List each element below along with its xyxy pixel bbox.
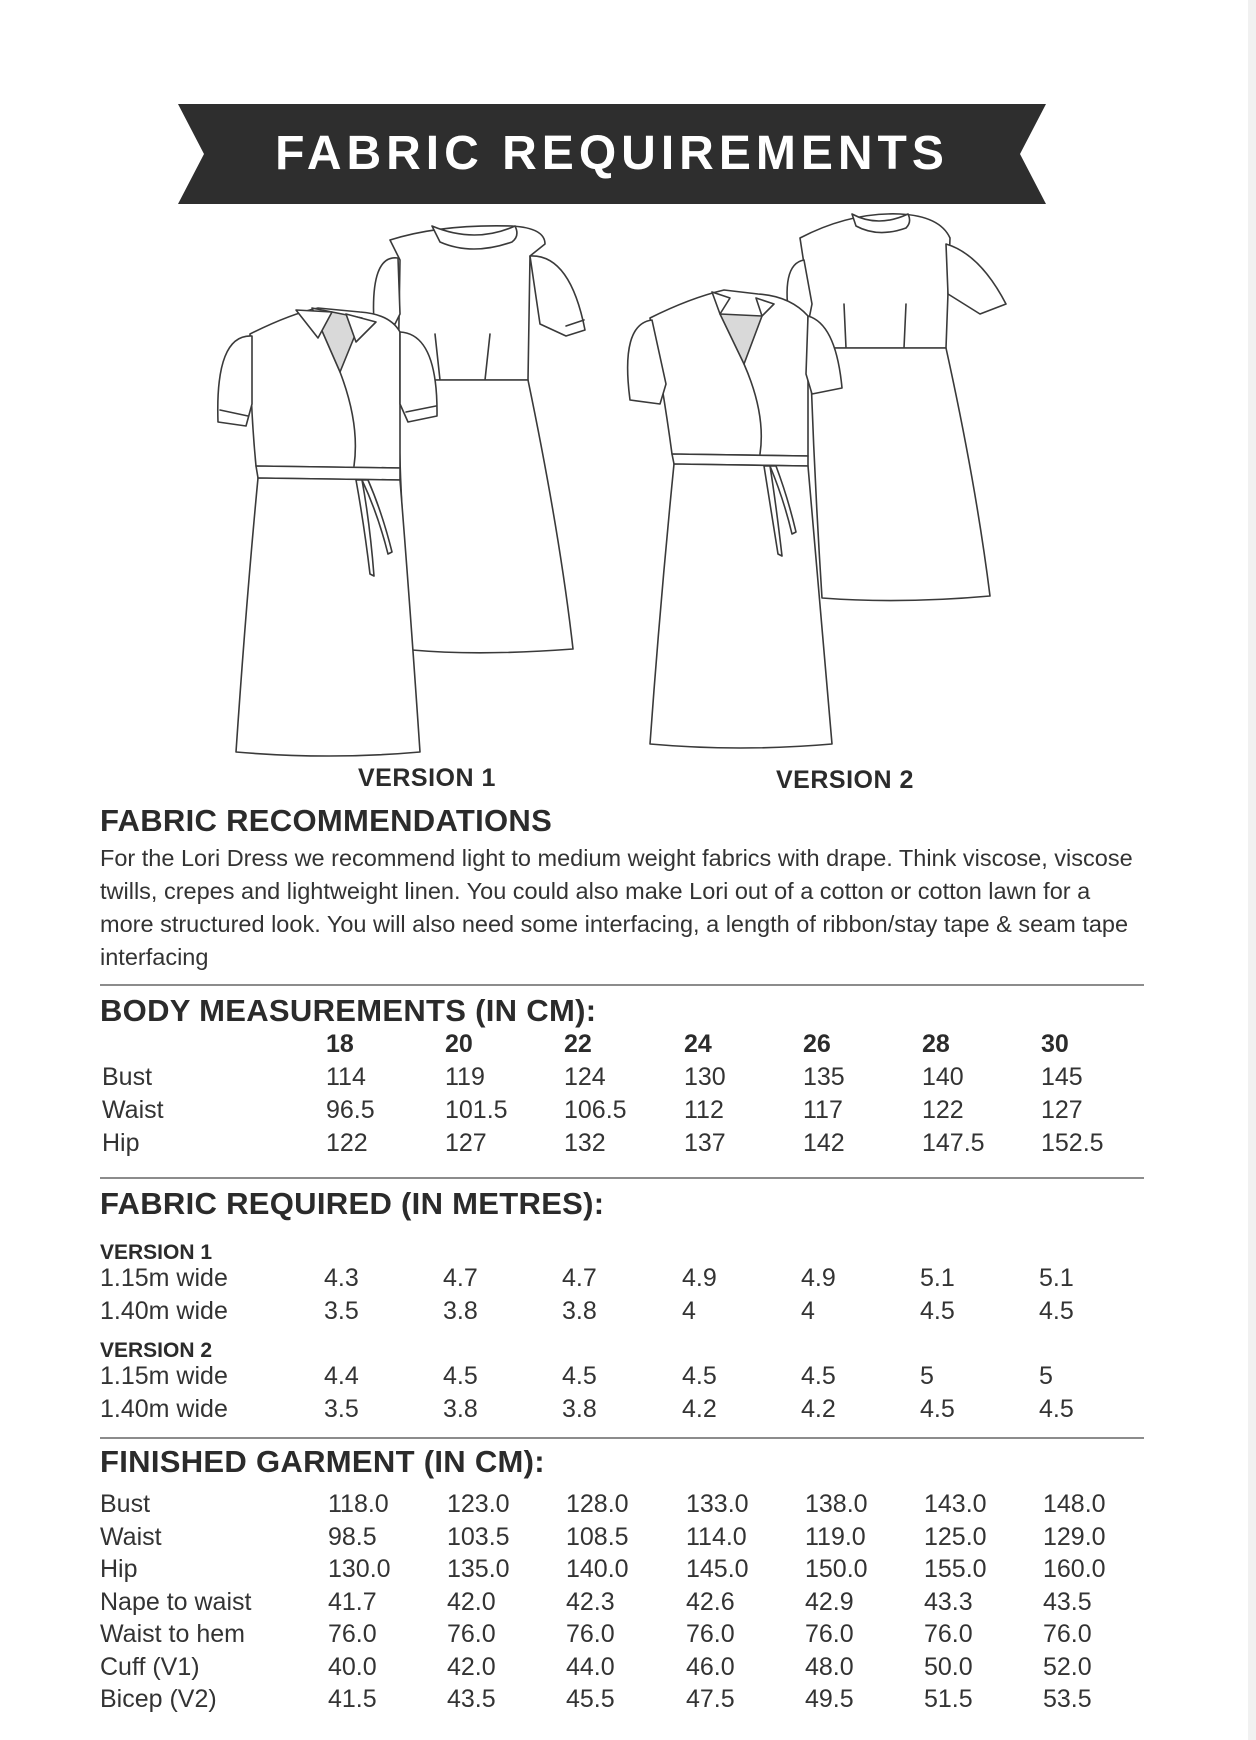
version-2-back-view — [787, 214, 1006, 601]
table-cell: 118.0 — [328, 1490, 389, 1518]
table-row — [0, 1129, 1256, 1161]
table-row — [0, 1523, 1256, 1555]
table-cell: 103.5 — [447, 1522, 510, 1551]
table-cell: 4 — [682, 1297, 696, 1325]
table-cell: 130.0 — [328, 1555, 391, 1583]
table-cell: 132 — [564, 1129, 606, 1157]
table-cell: 125.0 — [924, 1522, 987, 1551]
page-title: FABRIC REQUIREMENTS — [275, 127, 949, 180]
table-cell: 43.5 — [1043, 1587, 1092, 1616]
table-cell: 123.0 — [447, 1490, 510, 1518]
table-cell: 152.5 — [1041, 1129, 1104, 1157]
table-cell: 43.5 — [447, 1685, 496, 1713]
divider — [100, 984, 1144, 986]
table-cell: 4.5 — [562, 1362, 597, 1390]
table-row — [0, 1490, 1256, 1522]
table-cell: 4.7 — [562, 1264, 597, 1292]
table-cell: 42.0 — [447, 1652, 496, 1681]
table-cell: 47.5 — [686, 1685, 735, 1713]
dress-illustrations — [0, 204, 1256, 776]
table-cell: 114 — [326, 1063, 366, 1091]
table-cell: 3.5 — [324, 1395, 359, 1423]
table-cell: 44.0 — [566, 1652, 615, 1681]
recommendations-line: interfacing — [100, 944, 209, 970]
table-cell: 42.3 — [566, 1587, 615, 1616]
table-cell: 135 — [803, 1063, 845, 1091]
table-cell: 98.5 — [328, 1522, 377, 1551]
size-header: 24 — [684, 1030, 712, 1058]
table-cell: 112 — [684, 1096, 724, 1124]
row-label: Hip — [102, 1129, 140, 1157]
table-row — [0, 1555, 1256, 1587]
table-cell: 4.5 — [1039, 1297, 1074, 1325]
table-cell: 147.5 — [922, 1129, 985, 1157]
finished-garment-heading: FINISHED GARMENT (IN CM): — [100, 1444, 545, 1479]
table-cell: 51.5 — [924, 1685, 973, 1713]
title-banner — [178, 104, 1046, 204]
table-cell: 114.0 — [686, 1522, 747, 1551]
table-row — [0, 1362, 1256, 1394]
table-cell: 46.0 — [686, 1652, 735, 1681]
table-cell: 76.0 — [328, 1620, 377, 1648]
table-cell: 122 — [326, 1129, 368, 1157]
table-cell: 5.1 — [920, 1264, 955, 1292]
table-cell: 4.9 — [682, 1264, 717, 1292]
table-row — [0, 1063, 1256, 1095]
table-cell: 129.0 — [1043, 1522, 1106, 1551]
row-label: Nape to waist — [100, 1587, 252, 1616]
table-cell: 50.0 — [924, 1652, 973, 1681]
table-cell: 41.5 — [328, 1685, 377, 1713]
table-cell: 4.5 — [920, 1395, 955, 1423]
table-cell: 76.0 — [447, 1620, 496, 1648]
table-cell: 4.7 — [443, 1264, 478, 1292]
size-header-row — [0, 1030, 1256, 1062]
table-cell: 3.8 — [443, 1297, 478, 1325]
table-cell: 108.5 — [566, 1522, 629, 1551]
table-cell: 133.0 — [686, 1490, 749, 1518]
table-row — [0, 1264, 1256, 1296]
table-cell: 76.0 — [805, 1620, 854, 1648]
table-cell: 106.5 — [564, 1096, 627, 1124]
table-cell: 145.0 — [686, 1555, 749, 1583]
table-cell: 76.0 — [924, 1620, 973, 1648]
size-header: 22 — [564, 1030, 592, 1058]
table-row — [0, 1395, 1256, 1427]
table-row — [0, 1096, 1256, 1128]
row-label: 1.40m wide — [100, 1297, 228, 1325]
table-cell: 4.3 — [324, 1264, 359, 1292]
row-label: Bust — [100, 1490, 151, 1518]
table-cell: 42.6 — [686, 1587, 735, 1616]
table-cell: 4.5 — [920, 1297, 955, 1325]
recommendations-line: more structured look. You will also need some interfacing, a length of ribbon/stay tape & seam tape — [100, 911, 1129, 937]
table-cell: 45.5 — [566, 1685, 615, 1713]
size-header: 26 — [803, 1030, 831, 1058]
row-label: Hip — [100, 1555, 138, 1583]
table-cell: 3.8 — [562, 1297, 597, 1325]
table-cell: 119 — [445, 1063, 485, 1091]
recommendations-heading: FABRIC RECOMMENDATIONS — [100, 803, 553, 838]
table-cell: 155.0 — [924, 1555, 987, 1583]
size-header: 18 — [326, 1030, 354, 1058]
table-cell: 42.9 — [805, 1587, 854, 1616]
row-label: 1.40m wide — [100, 1395, 228, 1423]
row-label: 1.15m wide — [100, 1264, 228, 1292]
row-label: Waist — [102, 1096, 164, 1124]
table-cell: 4.5 — [801, 1362, 836, 1390]
table-cell: 127 — [1041, 1096, 1083, 1124]
table-row — [0, 1297, 1256, 1329]
table-cell: 53.5 — [1043, 1685, 1092, 1713]
table-cell: 4.2 — [801, 1395, 836, 1423]
table-cell: 3.8 — [443, 1395, 478, 1423]
table-cell: 119.0 — [805, 1522, 866, 1551]
size-header: 20 — [445, 1030, 473, 1058]
table-cell: 130 — [684, 1063, 726, 1091]
table-cell: 140.0 — [566, 1555, 629, 1583]
table-cell: 135.0 — [447, 1555, 510, 1583]
row-label: Waist to hem — [100, 1620, 245, 1648]
version-1-front-view — [218, 308, 437, 756]
table-cell: 150.0 — [805, 1555, 868, 1583]
version-2-subheading: VERSION 2 — [100, 1339, 213, 1362]
table-row — [0, 1620, 1256, 1652]
table-cell: 42.0 — [447, 1587, 496, 1616]
table-cell: 5 — [1039, 1362, 1053, 1390]
row-label: Cuff (V1) — [100, 1652, 200, 1681]
table-cell: 43.3 — [924, 1587, 973, 1616]
recommendations-line: twills, crepes and lightweight linen. You could also make Lori out of a cotton or cotton lawn for a — [100, 878, 1091, 904]
table-cell: 96.5 — [326, 1096, 375, 1124]
version-1-label: VERSION 1 — [358, 764, 496, 792]
table-cell: 76.0 — [1043, 1620, 1092, 1648]
row-label: Bust — [102, 1063, 153, 1091]
table-row — [0, 1685, 1256, 1717]
table-cell: 4 — [801, 1297, 815, 1325]
table-row — [0, 1653, 1256, 1685]
table-cell: 76.0 — [686, 1620, 735, 1648]
table-cell: 4.9 — [801, 1264, 836, 1292]
table-cell: 145 — [1041, 1063, 1083, 1091]
version-2-label: VERSION 2 — [776, 766, 914, 794]
table-cell: 138.0 — [805, 1490, 868, 1518]
version-1-subheading: VERSION 1 — [100, 1241, 213, 1264]
table-cell: 4.5 — [443, 1362, 478, 1390]
table-cell: 142 — [803, 1129, 845, 1157]
table-cell: 101.5 — [445, 1096, 508, 1124]
table-cell: 117 — [803, 1096, 843, 1124]
table-cell: 41.7 — [328, 1587, 377, 1616]
table-cell: 3.5 — [324, 1297, 359, 1325]
size-header: 28 — [922, 1030, 950, 1058]
table-cell: 4.5 — [682, 1362, 717, 1390]
row-label: Waist — [100, 1522, 162, 1551]
table-cell: 148.0 — [1043, 1490, 1106, 1518]
row-label: Bicep (V2) — [100, 1685, 217, 1713]
table-cell: 49.5 — [805, 1685, 854, 1713]
table-cell: 4.2 — [682, 1395, 717, 1423]
recommendations-text — [100, 842, 1160, 974]
table-cell: 3.8 — [562, 1395, 597, 1423]
table-cell: 52.0 — [1043, 1652, 1092, 1681]
table-cell: 160.0 — [1043, 1555, 1106, 1583]
table-cell: 124 — [564, 1063, 606, 1091]
table-cell: 122 — [922, 1096, 964, 1124]
table-cell: 127 — [445, 1129, 487, 1157]
body-measurements-heading: BODY MEASUREMENTS (IN CM): — [100, 993, 597, 1028]
version-2-front-view — [628, 290, 842, 748]
table-cell: 4.4 — [324, 1362, 359, 1390]
table-cell: 5.1 — [1039, 1264, 1074, 1292]
recommendations-line: For the Lori Dress we recommend light to medium weight fabrics with drape. Think viscose, viscose — [100, 845, 1133, 871]
table-cell: 76.0 — [566, 1620, 615, 1648]
table-row — [0, 1588, 1256, 1620]
table-cell: 4.5 — [1039, 1395, 1074, 1423]
table-cell: 128.0 — [566, 1490, 629, 1518]
table-cell: 40.0 — [328, 1652, 377, 1681]
size-header: 30 — [1041, 1030, 1069, 1058]
table-cell: 5 — [920, 1362, 934, 1390]
row-label: 1.15m wide — [100, 1362, 228, 1390]
table-cell: 140 — [922, 1063, 964, 1091]
divider — [100, 1177, 1144, 1179]
fabric-required-heading: FABRIC REQUIRED (IN METRES): — [100, 1186, 605, 1221]
table-cell: 48.0 — [805, 1652, 854, 1681]
table-cell: 137 — [684, 1129, 726, 1157]
divider — [100, 1437, 1144, 1439]
table-cell: 143.0 — [924, 1490, 987, 1518]
